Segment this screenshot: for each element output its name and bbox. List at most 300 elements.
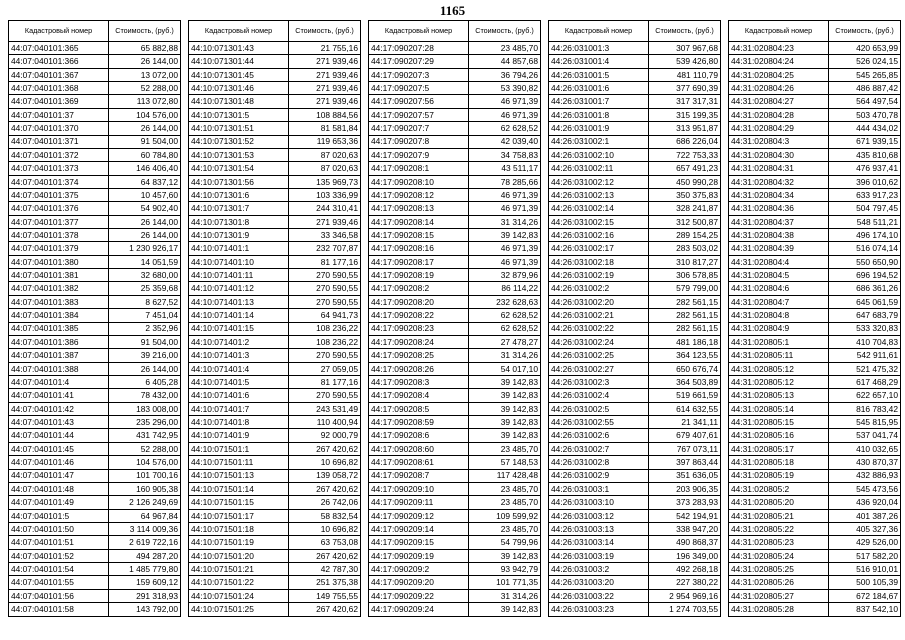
table-row: [549, 135, 721, 148]
cadastral-number-cell: 44:26:031003:22: [549, 589, 649, 602]
cost-cell: 289 154,25: [649, 229, 721, 242]
cost-cell: 203 906,35: [649, 482, 721, 495]
table-row: [369, 229, 541, 242]
cadastral-number-cell: 44:31:020804:31: [729, 162, 829, 175]
cadastre-table: [368, 20, 541, 617]
cost-cell: 645 061,59: [829, 295, 901, 308]
cost-cell: 397 863,44: [649, 456, 721, 469]
cadastral-number-cell: 44:17:090209:15: [369, 536, 469, 549]
table-row: [189, 429, 361, 442]
table-row: [729, 589, 901, 602]
cadastral-number-cell: 44:17:090208:15: [369, 229, 469, 242]
table-row: [189, 255, 361, 268]
table-row: [549, 309, 721, 322]
cost-cell: 271 939,46: [289, 95, 361, 108]
cost-cell: 1 274 703,55: [649, 603, 721, 617]
table-row: [9, 482, 181, 495]
cadastral-number-cell: 44:17:090207:8: [369, 135, 469, 148]
table-row: [549, 389, 721, 402]
table-row: [369, 68, 541, 81]
cadastral-number-cell: 44:17:090208:16: [369, 242, 469, 255]
cost-cell: 26 144,00: [109, 215, 181, 228]
cadastral-number-cell: 44:31:020804:9: [729, 322, 829, 335]
cadastral-number-cell: 44:17:090208:10: [369, 175, 469, 188]
cost-cell: 373 283,93: [649, 496, 721, 509]
cadastral-number-cell: 44:31:020804:36: [729, 202, 829, 215]
cost-cell: 34 758,83: [469, 148, 541, 161]
cadastral-number-cell: 44:26:031001:3: [549, 42, 649, 55]
cost-cell: 119 653,36: [289, 135, 361, 148]
cadastral-number-cell: 44:31:020804:27: [729, 95, 829, 108]
cadastral-number-cell: 44:10:071401:5: [189, 375, 289, 388]
cadastral-number-cell: 44:10:071501:22: [189, 576, 289, 589]
table-row: [9, 549, 181, 562]
cadastral-number-cell: 44:17:090208:26: [369, 362, 469, 375]
table-row: [549, 349, 721, 362]
table-row: [189, 68, 361, 81]
cost-cell: 545 815,95: [829, 416, 901, 429]
cadastral-number-cell: 44:26:031002:2: [549, 282, 649, 295]
cost-cell: 52 288,00: [109, 442, 181, 455]
cadastral-number-cell: 44:17:090208:1: [369, 162, 469, 175]
cost-cell: 44 857,68: [469, 55, 541, 68]
table-row: [189, 295, 361, 308]
cost-cell: 306 578,85: [649, 269, 721, 282]
table-row: [9, 122, 181, 135]
table-row: [549, 576, 721, 589]
table-row: [9, 603, 181, 617]
cost-cell: 267 420,62: [289, 442, 361, 455]
cadastral-number-cell: 44:26:031002:55: [549, 416, 649, 429]
cost-cell: 650 676,74: [649, 362, 721, 375]
table-row: [729, 469, 901, 482]
page-number: 1165: [439, 3, 466, 18]
table-row: [549, 375, 721, 388]
cadastral-number-cell: 44:07:040101:54: [9, 563, 109, 576]
table-row: [189, 349, 361, 362]
table-row: [9, 215, 181, 228]
cadastral-number-cell: 44:26:031002:14: [549, 202, 649, 215]
table-row: [729, 349, 901, 362]
table-row: [729, 389, 901, 402]
cadastral-number-cell: 44:31:020804:28: [729, 108, 829, 121]
cost-cell: 614 632,55: [649, 402, 721, 415]
table-row: [9, 416, 181, 429]
cost-cell: 476 937,41: [829, 162, 901, 175]
cadastral-number-cell: 44:26:031003:19: [549, 549, 649, 562]
cadastral-number-cell: 44:17:090208:12: [369, 188, 469, 201]
table-row: [729, 309, 901, 322]
cadastral-number-cell: 44:17:090208:7: [369, 469, 469, 482]
cost-cell: 307 967,68: [649, 42, 721, 55]
cadastral-number-cell: 44:10:071501:21: [189, 563, 289, 576]
cost-cell: 101 771,35: [469, 576, 541, 589]
table-row: [369, 429, 541, 442]
cost-cell: 686 226,04: [649, 135, 721, 148]
cost-cell: 377 690,39: [649, 82, 721, 95]
cadastral-number-cell: 44:31:020805:23: [729, 536, 829, 549]
cadastral-number-cell: 44:07:040101:48: [9, 482, 109, 495]
cadastral-number-cell: 44:07:040101:387: [9, 349, 109, 362]
table-row: [189, 282, 361, 295]
table-row: [369, 349, 541, 362]
cadastral-number-cell: 44:26:031003:1: [549, 482, 649, 495]
cost-cell: 81 177,16: [289, 375, 361, 388]
cost-cell: 39 142,83: [469, 229, 541, 242]
cost-cell: 430 870,37: [829, 456, 901, 469]
table-row: [549, 108, 721, 121]
table-row: [549, 362, 721, 375]
cadastral-number-cell: 44:17:090207:56: [369, 95, 469, 108]
cadastral-number-cell: 44:26:031002:25: [549, 349, 649, 362]
cadastral-number-cell: 44:26:031002:13: [549, 188, 649, 201]
cost-cell: 91 504,00: [109, 135, 181, 148]
table-row: [189, 95, 361, 108]
cost-cell: 46 971,39: [469, 242, 541, 255]
cadastral-number-cell: 44:17:090207:9: [369, 148, 469, 161]
cadastral-number-cell: 44:17:090209:24: [369, 603, 469, 617]
table-row: [189, 536, 361, 549]
cost-cell: 39 142,83: [469, 429, 541, 442]
table-row: [9, 375, 181, 388]
table-row: [369, 135, 541, 148]
cost-cell: 516 910,01: [829, 563, 901, 576]
table-row: [189, 322, 361, 335]
table-row: [9, 108, 181, 121]
table-row: [369, 175, 541, 188]
table-row: [549, 82, 721, 95]
cost-cell: 431 742,95: [109, 429, 181, 442]
cadastral-number-cell: 44:07:040101:386: [9, 335, 109, 348]
cost-cell: 31 314,26: [469, 215, 541, 228]
cadastral-number-cell: 44:07:040101:45: [9, 442, 109, 455]
cadastral-number-cell: 44:07:040101:51: [9, 536, 109, 549]
cost-cell: 267 420,62: [289, 482, 361, 495]
cadastral-number-cell: 44:31:020805:13: [729, 389, 829, 402]
cadastral-number-cell: 44:07:040101:58: [9, 603, 109, 617]
cadastral-number-cell: 44:31:020805:15: [729, 416, 829, 429]
table-row: [189, 416, 361, 429]
table-row: [9, 309, 181, 322]
cost-cell: 54 799,96: [469, 536, 541, 549]
table-row: [369, 389, 541, 402]
cadastral-number-cell: 44:07:040101:384: [9, 309, 109, 322]
table-row: [9, 68, 181, 81]
table-row: [549, 68, 721, 81]
cadastral-number-cell: 44:26:031002:7: [549, 442, 649, 455]
table-row: [729, 148, 901, 161]
cadastral-number-cell: 44:26:031002:8: [549, 456, 649, 469]
table-row: [9, 202, 181, 215]
cost-cell: 108 884,56: [289, 108, 361, 121]
cadastral-number-cell: 44:26:031002:22: [549, 322, 649, 335]
cost-cell: 410 032,65: [829, 442, 901, 455]
cost-cell: 767 073,11: [649, 442, 721, 455]
cost-cell: 350 375,83: [649, 188, 721, 201]
table-row: [9, 188, 181, 201]
table-row: [549, 469, 721, 482]
cadastral-number-cell: 44:17:090207:28: [369, 42, 469, 55]
cadastral-number-cell: 44:07:040101:52: [9, 549, 109, 562]
table-row: [9, 322, 181, 335]
cadastral-number-cell: 44:26:031003:10: [549, 496, 649, 509]
cadastral-number-cell: 44:10:071401:4: [189, 362, 289, 375]
table-row: [729, 509, 901, 522]
cadastral-number-cell: 44:10:071401:2: [189, 335, 289, 348]
cost-cell: 533 320,83: [829, 322, 901, 335]
cadastral-number-cell: 44:07:040101:5: [9, 509, 109, 522]
header-cost: Стоимость, (руб.): [829, 21, 901, 42]
cost-cell: 31 314,26: [469, 349, 541, 362]
table-row: [549, 402, 721, 415]
cost-cell: 816 783,42: [829, 402, 901, 415]
cadastral-number-cell: 44:31:020804:6: [729, 282, 829, 295]
cost-cell: 91 504,00: [109, 335, 181, 348]
table-row: [9, 429, 181, 442]
cadastral-number-cell: 44:26:031002:5: [549, 402, 649, 415]
table-row: [729, 135, 901, 148]
cadastral-number-cell: 44:31:020805:21: [729, 509, 829, 522]
table-row: [729, 416, 901, 429]
cost-cell: 519 661,59: [649, 389, 721, 402]
cadastral-number-cell: 44:07:040101:46: [9, 456, 109, 469]
cost-cell: 32 879,96: [469, 269, 541, 282]
cadastral-number-cell: 44:17:090208:25: [369, 349, 469, 362]
cadastral-number-cell: 44:26:031002:21: [549, 309, 649, 322]
table-row: [369, 95, 541, 108]
cadastral-number-cell: 44:31:020804:38: [729, 229, 829, 242]
cadastral-number-cell: 44:17:090207:7: [369, 122, 469, 135]
cost-cell: 396 010,62: [829, 175, 901, 188]
table-row: [729, 242, 901, 255]
table-row: [9, 589, 181, 602]
cadastral-number-cell: 44:17:090208:22: [369, 309, 469, 322]
table-row: [369, 242, 541, 255]
table-row: [189, 309, 361, 322]
cost-cell: 57 148,53: [469, 456, 541, 469]
cost-cell: 2 126 249,69: [109, 496, 181, 509]
cadastral-number-cell: 44:31:020804:32: [729, 175, 829, 188]
cost-cell: 39 142,83: [469, 416, 541, 429]
table-row: [189, 188, 361, 201]
table-header-row: [9, 21, 181, 42]
cost-cell: 283 503,02: [649, 242, 721, 255]
cost-cell: 521 475,32: [829, 362, 901, 375]
tables-container: [8, 20, 897, 620]
table-row: [369, 188, 541, 201]
table-row: [729, 68, 901, 81]
cost-cell: 657 491,23: [649, 162, 721, 175]
cadastral-number-cell: 44:17:090208:17: [369, 255, 469, 268]
table-row: [9, 95, 181, 108]
table-row: [189, 55, 361, 68]
cadastral-number-cell: 44:31:020804:23: [729, 42, 829, 55]
header-cost: Стоимость, (руб.): [109, 21, 181, 42]
cadastral-number-cell: 44:17:090208:20: [369, 295, 469, 308]
cost-cell: 46 971,39: [469, 202, 541, 215]
cadastral-number-cell: 44:17:090209:19: [369, 549, 469, 562]
table-row: [549, 215, 721, 228]
cadastral-number-cell: 44:07:040101:44: [9, 429, 109, 442]
cost-cell: 149 755,55: [289, 589, 361, 602]
cadastral-number-cell: 44:10:071401:3: [189, 349, 289, 362]
table-row: [189, 42, 361, 55]
cadastral-number-cell: 44:17:090209:10: [369, 482, 469, 495]
table-row: [369, 55, 541, 68]
cadastral-number-cell: 44:31:020805:27: [729, 589, 829, 602]
table-row: [369, 309, 541, 322]
cadastral-number-cell: 44:26:031002:4: [549, 389, 649, 402]
cost-cell: 435 810,68: [829, 148, 901, 161]
table-row: [9, 335, 181, 348]
cadastral-number-cell: 44:31:020804:30: [729, 148, 829, 161]
table-row: [729, 175, 901, 188]
header-cadastral-number: Кадастровый номер: [729, 21, 829, 42]
table-row: [729, 576, 901, 589]
table-row: [549, 322, 721, 335]
cost-cell: 494 287,20: [109, 549, 181, 562]
table-row: [729, 496, 901, 509]
cost-cell: 270 590,55: [289, 295, 361, 308]
cost-cell: 490 868,37: [649, 536, 721, 549]
table-row: [549, 175, 721, 188]
cost-cell: 686 361,26: [829, 282, 901, 295]
table-row: [369, 148, 541, 161]
cost-cell: 364 123,55: [649, 349, 721, 362]
cost-cell: 108 236,22: [289, 335, 361, 348]
cost-cell: 542 911,61: [829, 349, 901, 362]
cost-cell: 271 939,46: [289, 55, 361, 68]
cadastral-number-cell: 44:10:071401:6: [189, 389, 289, 402]
cost-cell: 26 144,00: [109, 362, 181, 375]
table-row: [9, 362, 181, 375]
cadastral-number-cell: 44:26:031002:20: [549, 295, 649, 308]
table-row: [189, 549, 361, 562]
cadastral-number-cell: 44:26:031003:23: [549, 603, 649, 617]
cadastral-number-cell: 44:31:020804:34: [729, 188, 829, 201]
cost-cell: 548 511,21: [829, 215, 901, 228]
cadastral-number-cell: 44:10:071301:52: [189, 135, 289, 148]
cost-cell: 1 230 926,17: [109, 242, 181, 255]
table-row: [729, 255, 901, 268]
table-row: [369, 496, 541, 509]
table-row: [729, 269, 901, 282]
table-row: [549, 188, 721, 201]
cadastral-number-cell: 44:10:071501:1: [189, 442, 289, 455]
cadastral-number-cell: 44:31:020804:24: [729, 55, 829, 68]
table-row: [189, 522, 361, 535]
cadastre-table: [728, 20, 901, 617]
cost-cell: 86 114,22: [469, 282, 541, 295]
cost-cell: 160 905,38: [109, 482, 181, 495]
cadastral-number-cell: 44:31:020805:1: [729, 335, 829, 348]
cost-cell: 62 628,52: [469, 122, 541, 135]
cadastral-number-cell: 44:17:090209:2: [369, 563, 469, 576]
cost-cell: 46 971,39: [469, 188, 541, 201]
cadastral-number-cell: 44:31:020804:8: [729, 309, 829, 322]
cost-cell: 159 609,12: [109, 576, 181, 589]
cadastral-number-cell: 44:17:090208:4: [369, 389, 469, 402]
table-row: [189, 469, 361, 482]
cost-cell: 270 590,55: [289, 389, 361, 402]
cost-cell: 183 008,00: [109, 402, 181, 415]
cadastral-number-cell: 44:07:040101:385: [9, 322, 109, 335]
table-row: [369, 563, 541, 576]
table-row: [729, 95, 901, 108]
cadastral-number-cell: 44:07:040101:47: [9, 469, 109, 482]
cadastral-number-cell: 44:07:040101:388: [9, 362, 109, 375]
table-row: [9, 349, 181, 362]
cadastral-number-cell: 44:10:071501:25: [189, 603, 289, 617]
cost-cell: 10 457,60: [109, 188, 181, 201]
table-row: [369, 282, 541, 295]
cost-cell: 21 755,16: [289, 42, 361, 55]
cost-cell: 1 485 779,80: [109, 563, 181, 576]
table-row: [189, 229, 361, 242]
cost-cell: 26 144,00: [109, 122, 181, 135]
cadastral-number-cell: 44:17:090207:29: [369, 55, 469, 68]
table-row: [729, 108, 901, 121]
cost-cell: 23 485,70: [469, 442, 541, 455]
cost-cell: 270 590,55: [289, 282, 361, 295]
cadastral-number-cell: 44:17:090208:61: [369, 456, 469, 469]
table-row: [369, 509, 541, 522]
cost-cell: 64 837,12: [109, 175, 181, 188]
table-row: [549, 509, 721, 522]
table-row: [549, 442, 721, 455]
cadastral-number-cell: 44:07:040101:370: [9, 122, 109, 135]
cost-cell: 317 317,31: [649, 95, 721, 108]
cost-cell: 722 753,33: [649, 148, 721, 161]
cadastral-number-cell: 44:10:071301:8: [189, 215, 289, 228]
cost-cell: 496 174,10: [829, 229, 901, 242]
table-row: [729, 375, 901, 388]
cost-cell: 271 939,46: [289, 68, 361, 81]
cadastral-number-cell: 44:26:031002:24: [549, 335, 649, 348]
cadastral-number-cell: 44:10:071401:13: [189, 295, 289, 308]
cost-cell: 679 407,61: [649, 429, 721, 442]
table-row: [729, 442, 901, 455]
table-row: [9, 563, 181, 576]
cadastral-number-cell: 44:31:020804:39: [729, 242, 829, 255]
cost-cell: 139 058,72: [289, 469, 361, 482]
cost-cell: 62 628,52: [469, 309, 541, 322]
cadastral-number-cell: 44:31:020805:18: [729, 456, 829, 469]
table-row: [369, 522, 541, 535]
cost-cell: 312 500,87: [649, 215, 721, 228]
table-row: [369, 82, 541, 95]
table-row: [549, 255, 721, 268]
cadastral-number-cell: 44:31:020805:25: [729, 563, 829, 576]
table-row: [369, 536, 541, 549]
table-row: [189, 589, 361, 602]
table-row: [549, 95, 721, 108]
table-row: [549, 162, 721, 175]
cost-cell: 33 346,58: [289, 229, 361, 242]
cost-cell: 2 619 722,16: [109, 536, 181, 549]
table-row: [729, 282, 901, 295]
cadastral-number-cell: 44:26:031002:19: [549, 269, 649, 282]
header-cadastral-number: Кадастровый номер: [189, 21, 289, 42]
cadastral-number-cell: 44:26:031002:16: [549, 229, 649, 242]
cost-cell: 6 405,28: [109, 375, 181, 388]
cadastral-number-cell: 44:10:071501:14: [189, 482, 289, 495]
table-row: [9, 229, 181, 242]
cost-cell: 251 375,38: [289, 576, 361, 589]
cadastral-number-cell: 44:26:031002:11: [549, 162, 649, 175]
cadastral-number-cell: 44:07:040101:374: [9, 175, 109, 188]
cost-cell: 146 406,40: [109, 162, 181, 175]
